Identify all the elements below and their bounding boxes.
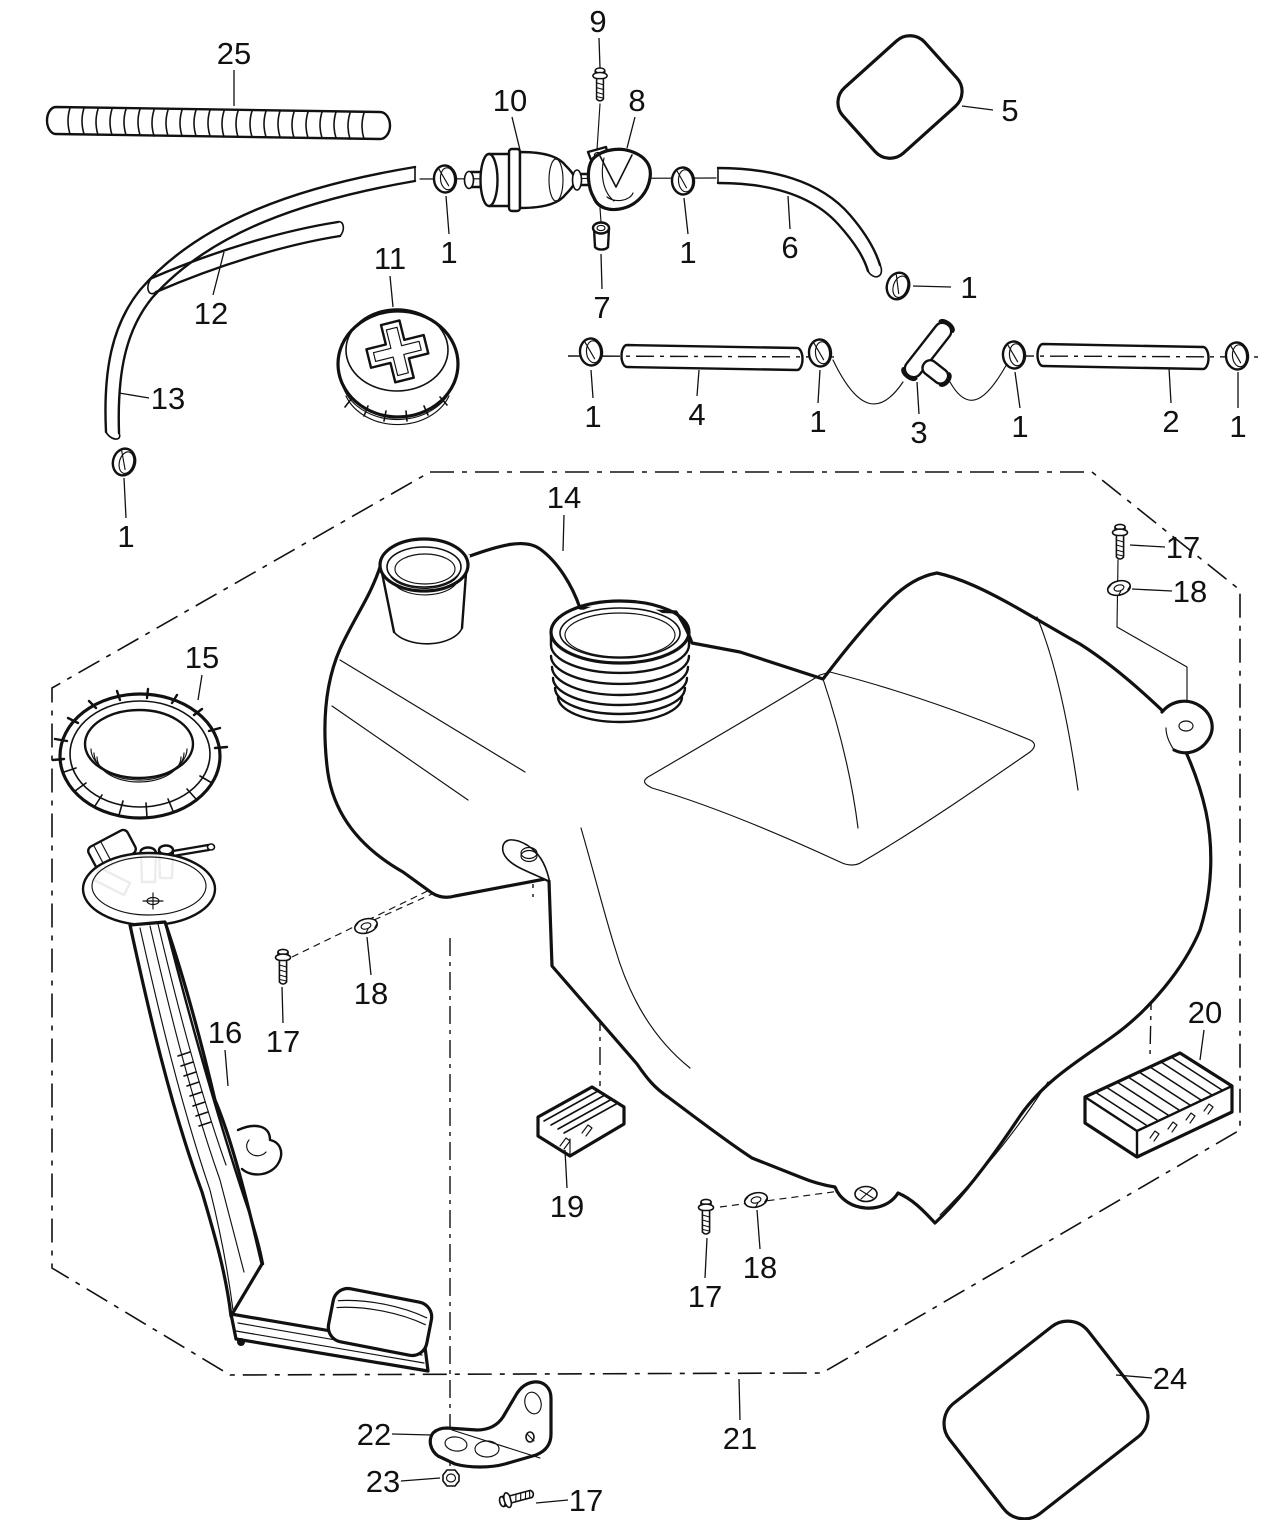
callout-leader-line (124, 478, 126, 518)
part-number-label-7-11[interactable]: 7 (593, 290, 611, 325)
part-20-pad (1085, 1053, 1232, 1157)
part-number-label-13-12[interactable]: 13 (150, 381, 186, 416)
callout-10 (493, 83, 527, 150)
callout-1 (584, 370, 601, 434)
callout-leader-line (119, 393, 149, 398)
callout-1 (117, 478, 134, 554)
part-number-label-24-33[interactable]: 24 (1152, 1361, 1188, 1396)
part-number-label-4-14[interactable]: 4 (688, 397, 706, 432)
part-10-fuel-filter (465, 149, 589, 211)
part-number-label-1-20[interactable]: 1 (117, 519, 135, 554)
callout-1 (1011, 372, 1028, 444)
callout-6 (781, 196, 798, 265)
callout-14 (547, 480, 581, 551)
part-number-label-16-27[interactable]: 16 (207, 1015, 243, 1050)
callout-leader-line (739, 1379, 740, 1420)
callout-1 (913, 270, 978, 305)
part-number-label-25-0[interactable]: 25 (216, 36, 252, 71)
part-12-hose-short (148, 222, 343, 294)
part-17-screw (699, 1199, 714, 1234)
part-number-label-14-21[interactable]: 14 (546, 480, 582, 515)
part-number-label-23-35[interactable]: 23 (365, 1464, 401, 1499)
callout-17 (1130, 530, 1200, 565)
part-6-hose (718, 168, 881, 277)
callout-22 (357, 1417, 432, 1452)
callout-leader-line (1200, 1030, 1204, 1060)
part-5-pad (830, 27, 971, 166)
callout-leader-line (818, 370, 820, 403)
part-number-label-1-8[interactable]: 1 (960, 270, 978, 305)
callout-1 (1229, 372, 1246, 444)
callout-18 (1132, 574, 1207, 609)
part-number-label-18-23[interactable]: 18 (1172, 574, 1208, 609)
part-1-clamp (110, 446, 138, 478)
part-number-label-22-34[interactable]: 22 (356, 1417, 392, 1452)
callout-19 (550, 1150, 584, 1224)
part-14-fuel-tank (325, 539, 1212, 1223)
part-11-fuel-cap (338, 309, 458, 425)
part-number-label-11-10[interactable]: 11 (373, 241, 407, 276)
part-number-label-17-31[interactable]: 17 (687, 1279, 723, 1314)
part-3-tee-joint (833, 318, 1008, 404)
callout-9 (589, 4, 606, 68)
callout-leader-line (917, 382, 919, 414)
callout-25 (217, 36, 251, 106)
part-number-label-21-32[interactable]: 21 (722, 1421, 758, 1456)
part-number-label-15-24[interactable]: 15 (184, 640, 220, 675)
axis-line (600, 208, 601, 222)
part-25-corrugated-tube (47, 107, 390, 139)
part-number-label-5-4[interactable]: 5 (1001, 93, 1019, 128)
callout-leader-line (788, 196, 790, 229)
part-number-label-18-25[interactable]: 18 (353, 976, 389, 1011)
part-9-screw (593, 68, 607, 101)
callout-23 (366, 1464, 440, 1499)
callout-1 (809, 370, 826, 439)
callout-leader-line (1015, 372, 1020, 408)
part-number-label-1-6[interactable]: 1 (679, 235, 697, 270)
callout-8 (627, 83, 646, 148)
callout-leader-line (1132, 589, 1172, 591)
callout-7 (593, 254, 610, 325)
callout-leader-line (512, 117, 520, 150)
part-number-label-18-30[interactable]: 18 (742, 1250, 778, 1285)
callout-11 (374, 241, 406, 307)
part-16-fuel-sender (83, 828, 434, 1371)
callout-1 (679, 198, 696, 270)
callout-17 (688, 1238, 722, 1314)
callout-leader-line (757, 1210, 760, 1249)
part-number-label-10-2[interactable]: 10 (492, 83, 528, 118)
part-number-label-17-36[interactable]: 17 (568, 1483, 604, 1518)
callout-13 (119, 381, 185, 416)
callout-leader-line (401, 1478, 440, 1481)
part-number-label-19-29[interactable]: 19 (549, 1189, 585, 1224)
part-number-label-9-1[interactable]: 9 (589, 4, 607, 39)
callout-leader-line (1169, 368, 1171, 403)
callout-15 (185, 640, 219, 700)
part-15-ring-nut (53, 689, 227, 818)
part-4-hose (568, 345, 840, 370)
part-number-label-2-18[interactable]: 2 (1162, 404, 1180, 439)
part-1-clamp (671, 167, 695, 195)
part-19-pad (538, 1087, 624, 1156)
callout-leader-line (213, 252, 224, 295)
callout-leader-line (697, 370, 699, 396)
part-18-washer (1106, 578, 1132, 597)
part-1-clamp (808, 339, 832, 368)
callout-leader-line (913, 286, 951, 287)
callout-1 (440, 196, 457, 270)
part-number-label-6-7[interactable]: 6 (781, 230, 799, 265)
axis-line (597, 104, 600, 150)
callout-leader-line (599, 38, 600, 68)
part-22-bracket (430, 1382, 551, 1467)
part-17-screw (498, 1486, 535, 1509)
part-17-screw (1113, 524, 1128, 559)
part-23-nut (443, 1470, 459, 1486)
callout-3 (910, 382, 927, 450)
part-number-label-17-26[interactable]: 17 (265, 1024, 301, 1059)
callout-leader-line (282, 987, 283, 1023)
callout-leader-line (563, 515, 564, 551)
callout-leader-line (198, 675, 202, 700)
callout-leader-line (1130, 545, 1165, 547)
callout-leader-line (591, 370, 593, 398)
part-1-clamp (433, 165, 457, 194)
part-number-label-1-19[interactable]: 1 (1229, 409, 1247, 444)
callout-leader-line (536, 1500, 568, 1503)
callout-leader-line (390, 276, 393, 307)
part-number-label-8-3[interactable]: 8 (628, 83, 646, 118)
part-8-valve (588, 147, 650, 210)
part-number-label-12-9[interactable]: 12 (193, 296, 229, 331)
callout-18 (743, 1210, 777, 1285)
part-1-clamp (883, 270, 912, 302)
callout-leader-line (601, 254, 602, 289)
part-number-label-3-16[interactable]: 3 (910, 415, 928, 450)
callout-2 (1162, 368, 1179, 439)
callout-5 (962, 93, 1019, 128)
callout-17 (266, 987, 300, 1059)
part-number-label-1-17[interactable]: 1 (1011, 409, 1029, 444)
callout-12 (194, 252, 228, 331)
callout-leader-line (627, 117, 635, 148)
callout-leader-line (392, 1434, 432, 1435)
callout-16 (208, 1015, 242, 1086)
part-17-screw (276, 949, 291, 984)
part-number-label-17-22[interactable]: 17 (1165, 530, 1201, 565)
callout-leader-line (705, 1238, 707, 1278)
part-number-label-20-28[interactable]: 20 (1187, 995, 1223, 1030)
part-number-label-1-13[interactable]: 1 (584, 399, 602, 434)
part-1-clamp (579, 338, 603, 367)
callout-leader-line (684, 198, 688, 234)
callout-18 (354, 937, 388, 1011)
callout-4 (688, 370, 705, 432)
callout-leader-line (446, 196, 449, 234)
callout-leader-line (225, 1050, 228, 1086)
part-2-hose (1016, 344, 1258, 369)
callout-leader-line (367, 937, 371, 975)
callout-20 (1188, 995, 1222, 1060)
callout-21 (723, 1379, 757, 1456)
part-7-nipple (593, 223, 609, 250)
callout-leader-line (962, 106, 993, 110)
part-1-clamp (1225, 342, 1249, 371)
part-18-washer (743, 1190, 769, 1209)
part-24-pad (934, 1311, 1159, 1520)
part-number-label-1-5[interactable]: 1 (440, 235, 458, 270)
part-number-label-1-15[interactable]: 1 (809, 404, 827, 439)
callout-17 (536, 1483, 603, 1518)
part-1-clamp (1002, 341, 1026, 370)
